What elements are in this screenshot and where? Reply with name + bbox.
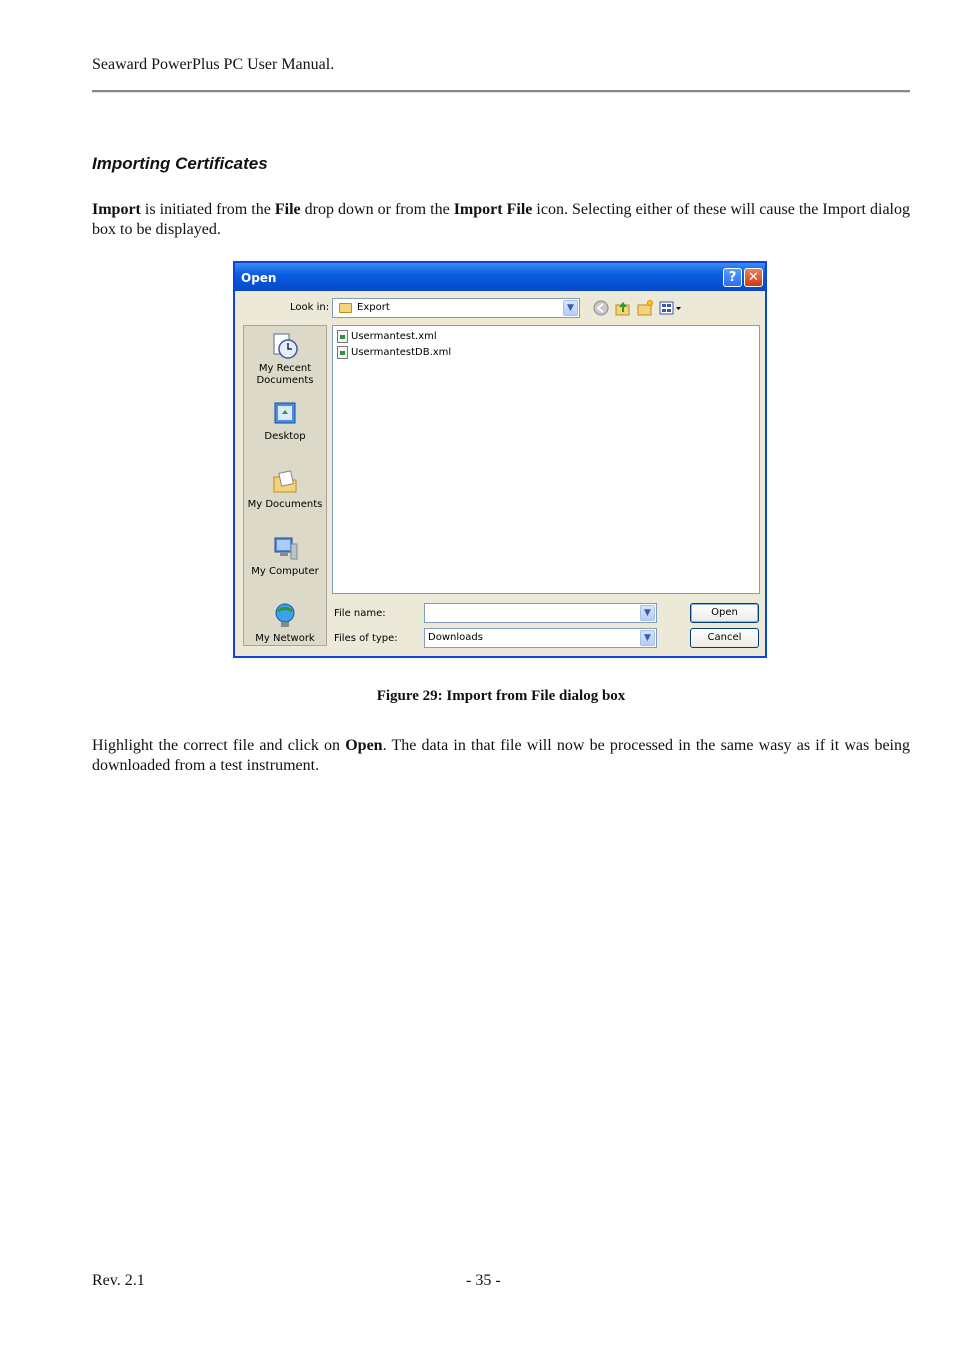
dialog-titlebar — [235, 263, 765, 291]
section-heading: Importing Certificates — [92, 154, 268, 173]
outro-word-open: Open — [345, 737, 383, 754]
look-in-value: Export — [357, 302, 390, 313]
dialog-title: Open — [241, 271, 277, 285]
place-label: My Computer — [251, 566, 319, 577]
new-folder-icon[interactable] — [637, 300, 653, 316]
xml-file-icon — [337, 346, 348, 359]
look-in-select[interactable] — [332, 298, 580, 318]
intro-text-3: icon. Selecting either of these will cause the Import dialog box to be displayed. — [92, 201, 910, 238]
place-label: Desktop — [264, 431, 306, 442]
help-button[interactable]: ? — [723, 268, 742, 287]
network-icon — [271, 602, 299, 630]
intro-word-import: Import — [92, 201, 141, 218]
cancel-button[interactable]: Cancel — [690, 628, 759, 648]
desktop-icon — [271, 400, 299, 428]
place-label: My Recent Documents — [256, 363, 314, 386]
xml-file-icon — [337, 330, 348, 343]
intro-text-1: is initiated from the — [140, 201, 275, 218]
outro-text-2: . The data in that file will now be processed in the same wasy as if it was being downloaded from a test instrument. — [92, 737, 910, 774]
my-documents-icon — [271, 468, 299, 496]
my-computer-icon — [271, 535, 299, 563]
look-in-label: Look in: — [290, 302, 330, 313]
place-recent-documents[interactable] — [244, 332, 326, 387]
up-folder-icon[interactable] — [615, 300, 631, 316]
file-name-input[interactable] — [424, 603, 657, 623]
footer-page-number: - 35 - — [466, 1272, 501, 1289]
file-name: UsermantestDB.xml — [351, 347, 452, 358]
back-icon[interactable] — [593, 300, 609, 316]
place-my-network[interactable] — [244, 602, 326, 645]
open-dialog — [233, 261, 767, 658]
files-of-type-label: Files of type: — [334, 633, 398, 644]
chevron-down-icon[interactable]: ▼ — [640, 630, 655, 646]
files-of-type-value: Downloads — [428, 632, 483, 643]
place-label: My Documents — [247, 499, 323, 510]
open-button[interactable]: Open — [690, 603, 759, 623]
figure-caption: Figure 29: Import from File dialog box — [376, 688, 626, 704]
place-desktop[interactable] — [244, 400, 326, 443]
chevron-down-icon[interactable]: ▼ — [640, 605, 655, 621]
intro-word-file: File — [274, 201, 301, 218]
file-list[interactable] — [332, 325, 760, 594]
chevron-down-icon[interactable]: ▼ — [563, 300, 578, 316]
folder-icon — [339, 303, 352, 313]
places-bar — [243, 325, 327, 646]
intro-text-2: drop down or from the — [300, 201, 454, 218]
recent-documents-icon — [271, 332, 299, 360]
files-of-type-select[interactable] — [424, 628, 657, 648]
footer-revision: Rev. 2.1 — [92, 1272, 145, 1289]
place-my-computer[interactable] — [244, 535, 326, 578]
page-header: Seaward PowerPlus PC User Manual. — [92, 56, 335, 73]
outro-paragraph — [92, 736, 910, 776]
file-name: Usermantest.xml — [351, 331, 437, 342]
outro-text-1: Highlight the correct file and click on — [92, 737, 346, 754]
intro-paragraph — [92, 200, 910, 240]
close-button[interactable]: ✕ — [744, 268, 763, 287]
place-my-documents[interactable] — [244, 468, 326, 511]
intro-word-import-file: Import File — [453, 201, 533, 218]
place-label: My Network — [255, 633, 315, 644]
view-menu-icon[interactable] — [659, 300, 683, 316]
header-rule — [92, 90, 910, 93]
file-name-label: File name: — [334, 608, 386, 619]
